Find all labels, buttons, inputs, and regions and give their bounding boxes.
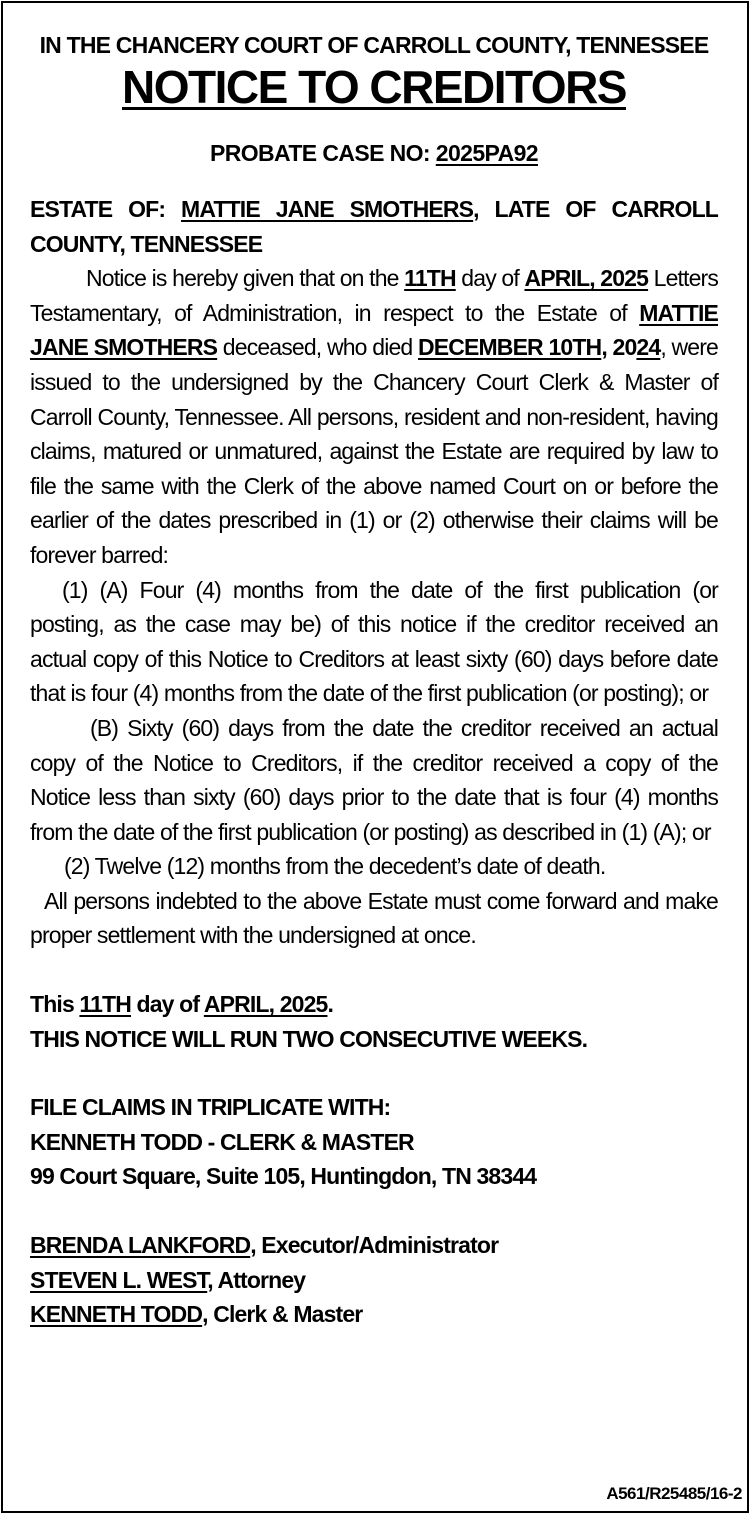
case-number-line	[30, 138, 718, 168]
attorney-role: , Attorney	[207, 1266, 306, 1293]
death-date-comma: ,	[601, 334, 613, 361]
dated-day-of: day of	[131, 991, 204, 1018]
signature-attorney	[30, 1263, 718, 1298]
dated-this: This	[30, 991, 80, 1018]
letters-issued-day: 11TH	[404, 265, 456, 292]
claims-address: 99 Court Square, Suite 105, Huntingdon, TN 38344	[30, 1163, 537, 1190]
estate-line	[30, 192, 718, 261]
estate-name: MATTIE JANE SMOTHERS	[181, 196, 474, 222]
p1-text-d: deceased, who died	[217, 334, 418, 361]
notice-paragraph-settlement: All persons indebted to the above Estate must come forward and make proper settlement with the undersigned at once.	[30, 887, 718, 949]
executor-role: , Executor/Administrator	[250, 1232, 499, 1259]
case-label: PROBATE CASE NO:	[210, 140, 436, 166]
clerk-role: , Clerk & Master	[202, 1301, 363, 1328]
attorney-name: STEVEN L. WEST	[30, 1266, 208, 1293]
notice-paragraph-1a: (1) (A) Four (4) months from the date of the first publication (or posting, as the case may be) of this notice if the creditor received an actual copy of this Notice to Creditors at least sixty (60) days before date that is four (4) months from the date of the first publication (or posting); or	[30, 576, 718, 707]
clerk-name: KENNETH TODD	[30, 1301, 203, 1328]
estate-late-of: , LATE OF CARROLL COUNTY, TENNESSEE	[30, 196, 718, 257]
p1-text-e: , were issued to the undersigned by the Chancery Court Clerk & Master of Carroll County, Tennessee. All persons, resident and non-resident, having claims, matured or unmatured, against the Estate are required by law to file the same with the Clerk of the above named Court on or before the earlier of the dates prescribed in (1) or (2) otherwise their claims will be forever barred:	[30, 334, 718, 568]
case-number: 2025PA92	[435, 140, 538, 166]
p1-text-c: Letters Testamentary, of Administration, in respect to the Estate of	[30, 265, 719, 326]
spacer	[30, 953, 718, 987]
run-notice: THIS NOTICE WILL RUN TWO CONSECUTIVE WEEKS.	[30, 1025, 588, 1052]
estate-label: ESTATE OF:	[30, 196, 182, 222]
dated-day: 11TH	[79, 991, 131, 1018]
notice-paragraph-2: (2) Twelve (12) months from the decedent’s date of death.	[64, 853, 606, 880]
executor-name: BRENDA LANKFORD	[30, 1232, 251, 1259]
court-heading: IN THE CHANCERY COURT OF CARROLL COUNTY, TENNESSEE	[39, 32, 709, 58]
death-date: DECEMBER 10TH	[418, 334, 602, 361]
claims-heading: FILE CLAIMS IN TRIPLICATE WITH:	[30, 1094, 391, 1121]
p1-text-a: Notice is hereby given that on the	[86, 265, 405, 292]
notice-paragraph-1	[30, 261, 718, 572]
deceased-name: MATTIE JANE SMOTHERS	[30, 299, 718, 361]
dated-line	[30, 987, 718, 1022]
letters-issued-month-year: APRIL, 2025	[524, 265, 649, 292]
death-year-prefix: 20	[612, 334, 637, 361]
notice-paragraph-1b: (B) Sixty (60) days from the date the creditor received an actual copy of the Notice to Creditors, if the creditor received a copy of the Notice less than sixty (60) days prior to the date that is four (4) months from the date of the first publication (or posting) as described in (1) (A); or	[30, 714, 718, 845]
p1-text-b: day of	[455, 265, 525, 292]
notice-title: NOTICE TO CREDITORS	[122, 61, 626, 113]
signature-clerk	[30, 1297, 718, 1332]
signature-executor	[30, 1228, 718, 1263]
claims-clerk: KENNETH TODD - CLERK & MASTER	[30, 1128, 414, 1155]
spacer	[30, 1194, 718, 1228]
spacer	[30, 1056, 718, 1090]
reference-code: A561/R25485/16-2	[606, 1484, 742, 1503]
death-year-suffix: 24	[636, 334, 661, 361]
legal-notice	[30, 30, 718, 1332]
dated-period: .	[327, 991, 334, 1018]
dated-month-year: APRIL, 2025	[203, 991, 328, 1018]
